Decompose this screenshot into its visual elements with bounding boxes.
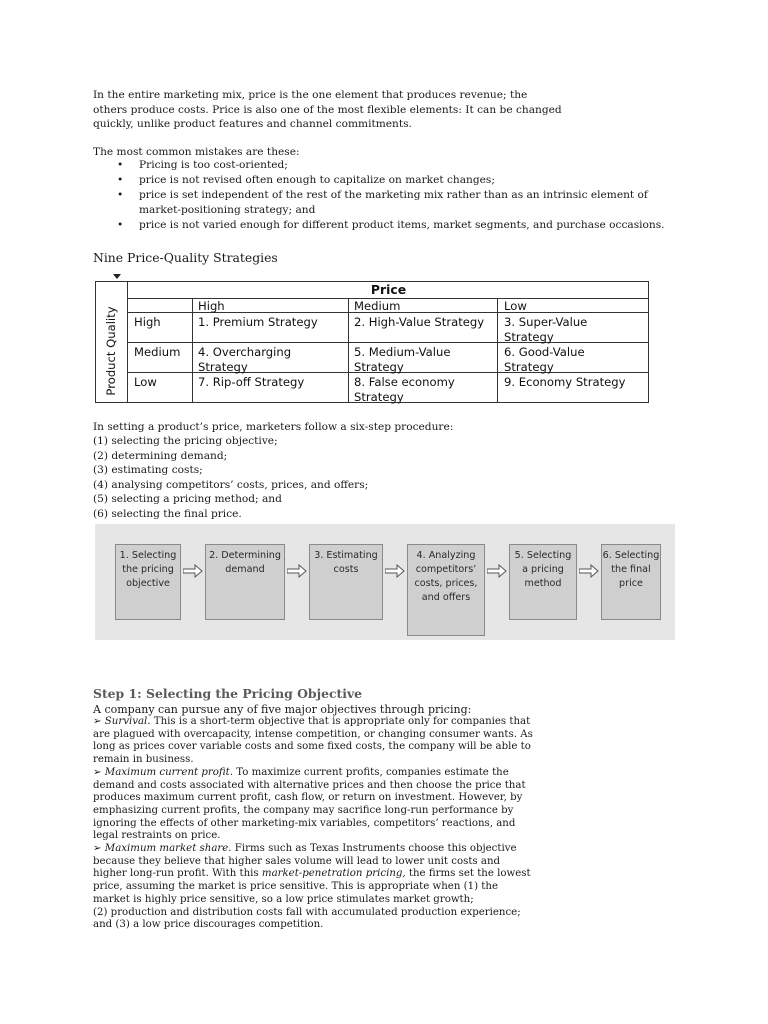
objective-survival: ➢ Survival. This is a short-term objective that is appropriate only for companies that	[93, 716, 531, 727]
objective-share: ➢ Maximum market share. Firms such as Texas Instruments choose this objective	[93, 843, 517, 855]
step-box-text: and offers	[421, 592, 471, 603]
body-line: ignoring the effects of other marketing-mix variables, competitors’ reactions, and	[93, 817, 516, 829]
intro-paragraph	[93, 88, 562, 132]
body-line: legal restraints on price.	[93, 830, 221, 842]
strategy-cell: 8. False economy Strategy	[348, 373, 497, 403]
price-quality-matrix	[95, 281, 649, 403]
step-box-2	[205, 544, 285, 620]
arrow-right-icon	[287, 564, 307, 578]
objective-term: Survival.	[104, 716, 151, 727]
step-box-6	[601, 544, 661, 620]
arrow-right-icon	[385, 564, 405, 578]
list-item: (2) determining demand;	[93, 449, 228, 462]
step1-body	[93, 716, 533, 932]
strategy-cell: 6. Good-Value Strategy	[497, 343, 649, 373]
body-line: and (3) a low price discourages competition.	[93, 919, 324, 931]
step-box-4	[407, 544, 485, 636]
step-box-text: the pricing	[122, 564, 174, 575]
body-line: demand and costs associated with alternative prices and then choose the price that	[93, 779, 526, 791]
strategy-cell: 5. Medium-Value Strategy	[348, 343, 497, 373]
body-text: Firms such as Texas Instruments choose this objective	[231, 843, 517, 855]
list-item: • price is not revised often enough to capitalize on market changes;	[117, 173, 677, 188]
step-box-5	[509, 544, 577, 620]
mistakes-list	[117, 158, 677, 233]
body-line: market is highly price sensitive, so a low price stimulates market growth;	[93, 893, 474, 905]
step-box-text: objective	[126, 578, 170, 589]
body-line: because they believe that higher sales volume will lead to lower unit costs and	[93, 855, 501, 867]
step-box-text: a pricing	[522, 564, 564, 575]
strategy-cell: 1. Premium Strategy	[192, 313, 348, 343]
step-box-text: 1. Selecting	[119, 550, 177, 561]
price-header: Price	[127, 281, 649, 299]
body-text: This is a short-term objective that is appropriate only for companies that	[150, 716, 531, 727]
intro-line: others produce costs. Price is also one of the most flexible elements: It can be changed	[93, 103, 562, 116]
arrow-right-icon	[183, 564, 203, 578]
step-box-text: costs, prices,	[414, 578, 478, 589]
step-box-text: competitors’	[415, 564, 477, 575]
strategy-cell: 2. High-Value Strategy	[348, 313, 497, 343]
body-text: higher long-run profit. With this	[93, 868, 262, 880]
col-header-high: High	[192, 299, 348, 313]
step1-heading: Step 1: Selecting the Pricing Objective	[93, 686, 363, 701]
six-step-diagram	[95, 524, 675, 640]
procedure-intro: In setting a product’s price, marketers follow a six-step procedure:	[93, 421, 454, 433]
list-item: (3) estimating costs;	[93, 464, 203, 476]
body-line: long as prices cover variable costs and some fixed costs, the company will be able to	[93, 741, 531, 753]
arrow-down-icon	[113, 274, 121, 279]
section-heading: Nine Price-Quality Strategies	[93, 250, 278, 265]
objective-term: market-penetration pricing,	[261, 868, 406, 880]
body-line: price, assuming the market is price sensitive. This is appropriate when (1) the	[93, 881, 498, 893]
quality-label	[95, 299, 127, 403]
list-item: (4) analysing competitors’ costs, prices, and offers;	[93, 478, 369, 491]
step-box-text: the final	[611, 564, 651, 575]
list-item: • price is set independent of the rest of the marketing mix rather than as an intrinsic element of market-positioning strategy; and	[117, 188, 677, 217]
row-label-low: Low	[127, 373, 192, 403]
matrix-corner	[127, 299, 192, 313]
intro-line: In the entire marketing mix, price is the one element that produces revenue; the	[93, 89, 528, 101]
body-line: emphasizing current profits, the company may sacrifice long-run performance by	[93, 804, 514, 816]
step1-intro: A company can pursue any of five major objectives through pricing:	[93, 703, 472, 716]
step-box-text: price	[619, 578, 643, 589]
list-item: • Pricing is too cost-oriented;	[117, 158, 677, 173]
step-box-3	[309, 544, 383, 620]
arrow-right-icon	[487, 564, 507, 578]
step-box-text: 3. Estimating	[314, 550, 378, 561]
step-box-text: 6. Selecting	[602, 550, 660, 561]
body-line: remain in business.	[93, 754, 194, 766]
row-label-high: High	[127, 313, 192, 343]
strategy-cell: 4. Overcharging Strategy	[192, 343, 348, 373]
list-item: (5) selecting a pricing method; and	[93, 493, 282, 505]
body-line	[93, 868, 531, 881]
list-item: (1) selecting the pricing objective;	[93, 435, 278, 447]
step-box-text: 5. Selecting	[514, 550, 572, 561]
arrow-right-icon	[579, 564, 599, 578]
body-line: are plagued with overcapacity, intense competition, or changing consumer wants. As	[93, 728, 533, 740]
step-box-text: costs	[333, 564, 359, 575]
strategy-cell: 9. Economy Strategy	[497, 373, 649, 403]
quality-label-text: Product Quality	[104, 306, 118, 396]
list-item: • price is not varied enough for different product items, market segments, and purchase occasions.	[117, 218, 677, 233]
list-item: (6) selecting the final price.	[93, 507, 242, 520]
strategy-cell: 7. Rip-off Strategy	[192, 373, 348, 403]
procedure-list	[93, 434, 368, 521]
step-box-text: 2. Determining	[209, 550, 281, 561]
objective-term: Maximum current profit.	[104, 766, 233, 778]
body-line: (2) production and distribution costs fall with accumulated production experience;	[93, 906, 521, 918]
mistakes-title: The most common mistakes are these:	[93, 146, 300, 158]
body-line: produces maximum current profit, cash flow, or return on investment. However, by	[93, 792, 523, 804]
strategy-cell: 3. Super-Value Strategy	[497, 313, 649, 343]
intro-line: quickly, unlike product features and channel commitments.	[93, 118, 412, 130]
step-box-1	[115, 544, 181, 620]
objective-term: Maximum market share.	[104, 843, 232, 855]
col-header-medium: Medium	[348, 299, 497, 313]
objective-profit: ➢ Maximum current profit. To maximize current profits, companies estimate the	[93, 766, 509, 778]
step-box-text: 4. Analyzing	[416, 550, 476, 561]
row-label-medium: Medium	[127, 343, 192, 373]
body-text: the firms set the lowest	[405, 868, 531, 880]
step-box-text: method	[524, 578, 562, 589]
col-header-low: Low	[497, 299, 649, 313]
step-box-text: demand	[225, 564, 265, 575]
body-text: To maximize current profits, companies estimate the	[233, 766, 509, 778]
